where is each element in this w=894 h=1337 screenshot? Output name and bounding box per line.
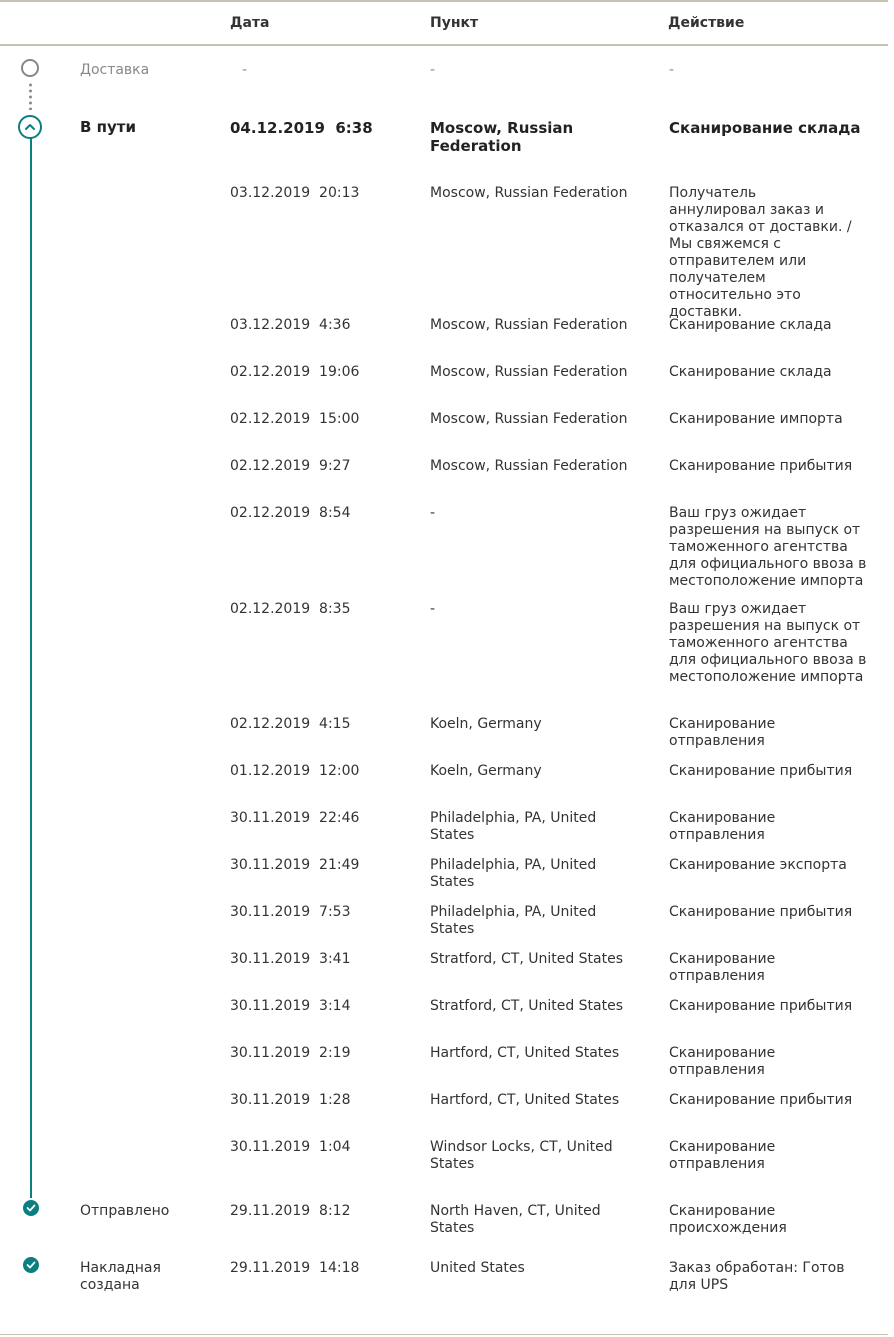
event-date: 01.12.2019 12:00 [230,763,360,779]
bottom-divider [0,1334,888,1335]
status-delivery: Доставка [80,62,150,78]
event-activity: Сканирование склада [669,119,861,137]
event-location: Stratford, CT, United States [430,998,624,1014]
event-location: Moscow, Russian Federation [430,458,628,474]
event-activity: Сканирование склада [669,364,832,380]
event-location: Philadelphia, PA, United States [430,810,597,843]
event-date: 02.12.2019 15:00 [230,411,360,427]
header-date: Дата [230,15,270,31]
event-location: Windsor Locks, CT, United States [430,1139,613,1172]
event-date: 04.12.2019 6:38 [230,119,373,137]
delivery-date: - [242,62,248,78]
event-activity: Сканирование экспорта [669,857,847,873]
status-in-transit: В пути [80,118,137,136]
event-activity: Сканирование прибытия [669,763,853,779]
event-location: Philadelphia, PA, United States [430,904,597,937]
circle-icon [21,59,39,77]
event-location: Moscow, Russian Federation [430,185,628,201]
checkmark-icon [23,1200,39,1216]
event-activity: Сканирование отправления [669,1045,776,1078]
event-date: 02.12.2019 19:06 [230,364,360,380]
event-date: 29.11.2019 8:12 [230,1203,351,1219]
event-date: 29.11.2019 14:18 [230,1260,360,1276]
event-date: 02.12.2019 9:27 [230,458,351,474]
event-date: 30.11.2019 3:41 [230,951,351,967]
event-location: Moscow, Russian Federation [430,317,628,333]
table-header [0,0,888,46]
event-activity: Сканирование прибытия [669,458,853,474]
status-shipped: Отправлено [80,1203,170,1219]
event-activity: Сканирование отправления [669,716,776,749]
event-activity: Получатель аннулировал заказ и отказался от доставки. / Мы свяжемся с отправителем или получателем относительно это доставки. [669,185,852,320]
event-activity: Сканирование импорта [669,411,843,427]
event-location: Moscow, Russian Federation [430,411,628,427]
event-activity: Заказ обработан: Готов для UPS [669,1260,845,1293]
event-activity: Ваш груз ожидает разрешения на выпуск от таможенного агентства для официального ввоза в местоположение импорта [669,505,867,589]
event-location: Philadelphia, PA, United States [430,857,597,890]
event-date: 30.11.2019 3:14 [230,998,351,1014]
event-activity: Сканирование прибытия [669,1092,853,1108]
chevron-up-icon[interactable] [18,115,42,139]
event-date: 03.12.2019 20:13 [230,185,360,201]
event-date: 02.12.2019 8:35 [230,601,351,617]
event-location: Moscow, Russian Federation [430,119,574,155]
timeline-dotted-connector [29,82,32,110]
event-activity: Сканирование прибытия [669,904,853,920]
event-location: Koeln, Germany [430,716,542,732]
event-date: 02.12.2019 4:15 [230,716,351,732]
event-date: 30.11.2019 1:04 [230,1139,351,1155]
event-activity: Ваш груз ожидает разрешения на выпуск от таможенного агентства для официального ввоза в местоположение импорта [669,601,867,685]
event-location: - [430,601,436,617]
checkmark-icon [23,1257,39,1273]
event-location: Hartford, CT, United States [430,1092,620,1108]
event-activity: Сканирование склада [669,317,832,333]
event-location: Stratford, CT, United States [430,951,624,967]
delivery-activity: - [669,62,675,78]
event-date: 30.11.2019 7:53 [230,904,351,920]
event-location: Moscow, Russian Federation [430,364,628,380]
event-date: 30.11.2019 22:46 [230,810,360,826]
header-location: Пункт [430,15,479,31]
delivery-location: - [430,62,436,78]
event-location: Hartford, CT, United States [430,1045,620,1061]
event-location: Koeln, Germany [430,763,542,779]
event-date: 30.11.2019 1:28 [230,1092,351,1108]
event-location: - [430,505,436,521]
header-activity: Действие [668,15,745,31]
event-date: 02.12.2019 8:54 [230,505,351,521]
event-activity: Сканирование происхождения [669,1203,787,1236]
event-activity: Сканирование отправления [669,1139,776,1172]
event-location: United States [430,1260,525,1276]
event-activity: Сканирование прибытия [669,998,853,1014]
event-date: 30.11.2019 2:19 [230,1045,351,1061]
timeline-line [30,138,32,1198]
event-activity: Сканирование отправления [669,951,776,984]
event-date: 03.12.2019 4:36 [230,317,351,333]
event-location: North Haven, CT, United States [430,1203,601,1236]
event-date: 30.11.2019 21:49 [230,857,360,873]
status-label-created: Накладная создана [80,1260,161,1293]
event-activity: Сканирование отправления [669,810,776,843]
